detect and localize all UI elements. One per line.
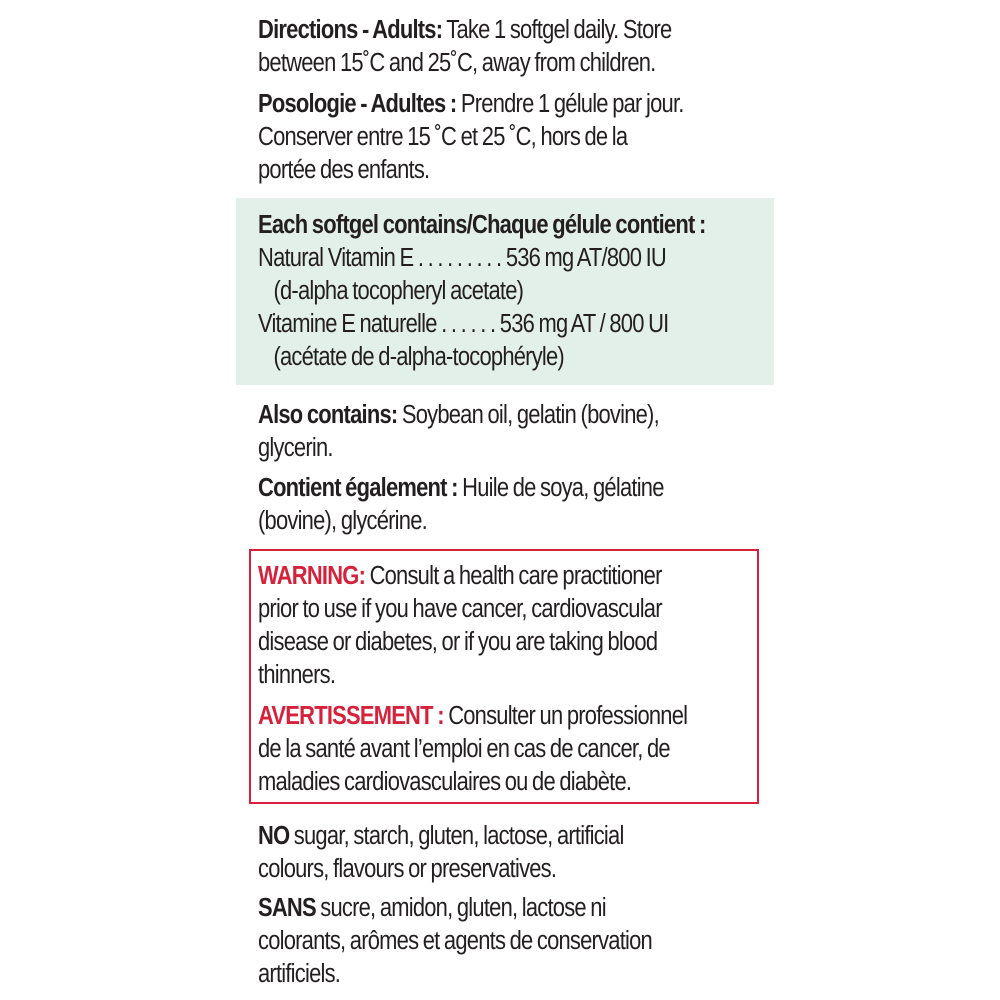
free-from-fr-line — [258, 892, 697, 925]
warning-fr-section — [258, 700, 697, 799]
free-from-en-section — [258, 820, 697, 886]
ingredient-fr-name: Vitamine E naturelle . . . . . . 536 mg AT / 800 UI — [258, 310, 669, 338]
directions-fr-text: Conserver entre 15 ˚C et 25 ˚C, hors de la — [258, 123, 628, 151]
directions-en-text: between 15˚C and 25˚C, away from children. — [258, 49, 656, 77]
posologie-section — [258, 88, 697, 187]
also-contains-section — [258, 399, 697, 465]
directions-section — [258, 14, 697, 80]
free-from-en-line — [258, 820, 697, 853]
directions-fr-line — [258, 88, 697, 121]
ingredients-heading: Each softgel contains/Chaque gélule contient : — [258, 211, 706, 239]
ingredient-en-source: (d-alpha tocopheryl acetate) — [273, 277, 524, 305]
directions-fr-text: Prendre 1 gélule par jour. — [456, 90, 684, 118]
warning-fr-label: AVERTISSEMENT : — [258, 702, 444, 730]
free-from-en-text: sugar, starch, gluten, lactose, artificial — [289, 822, 624, 850]
free-from-fr-label: SANS — [258, 894, 316, 922]
also-contains-en-text: glycerin. — [258, 434, 333, 462]
free-from-fr-text: sucre, amidon, gluten, lactose ni — [315, 894, 606, 922]
also-contains-en-text: Soybean oil, gelatin (bovine), — [397, 401, 659, 429]
warning-en-text: prior to use if you have cancer, cardiovascular — [258, 595, 662, 623]
directions-fr-text: portée des enfants. — [258, 156, 430, 184]
directions-fr-label: Posologie - Adultes : — [258, 90, 457, 118]
also-contains-en-label: Also contains: — [258, 401, 398, 429]
warning-en-label: WARNING: — [258, 562, 366, 590]
warning-en-text: Consult a health care practitioner — [365, 562, 662, 590]
also-contains-fr-text: (bovine), glycérine. — [258, 507, 427, 535]
directions-en-line — [258, 14, 697, 47]
free-from-fr-text: colorants, arômes et agents de conservation — [258, 927, 652, 955]
ingredient-fr-source: (acétate de d-alpha-tocophéryle) — [273, 343, 564, 371]
ingredient-en-name: Natural Vitamin E . . . . . . . . . 536 mg AT/800 IU — [258, 244, 666, 272]
directions-en-label: Directions - Adults: — [258, 16, 443, 44]
warning-en-text: thinners. — [258, 661, 336, 689]
free-from-fr-section — [258, 892, 697, 991]
warning-fr-text: de la santé avant l’emploi en cas de cancer, de — [258, 735, 670, 763]
also-contains-en-line — [258, 399, 697, 432]
warning-fr-text: maladies cardiovasculaires ou de diabète. — [258, 768, 632, 796]
also-contains-fr-label: Contient également : — [258, 474, 458, 502]
also-contains-fr-text: Huile de soya, gélatine — [457, 474, 664, 502]
warning-fr-text: Consulter un professionnel — [443, 702, 688, 730]
free-from-en-label: NO — [258, 822, 290, 850]
warning-en-text: disease or diabetes, or if you are taking blood — [258, 628, 658, 656]
contient-section — [258, 472, 697, 538]
warning-fr-line — [258, 700, 697, 733]
warning-en-line — [258, 560, 697, 593]
warning-en-section — [258, 560, 697, 692]
directions-en-text: Take 1 softgel daily. Store — [442, 16, 672, 44]
ingredients-section — [258, 209, 706, 374]
free-from-en-text: colours, flavours or preservatives. — [258, 855, 557, 883]
also-contains-fr-line — [258, 472, 697, 505]
free-from-fr-text: artificiels. — [258, 960, 341, 988]
